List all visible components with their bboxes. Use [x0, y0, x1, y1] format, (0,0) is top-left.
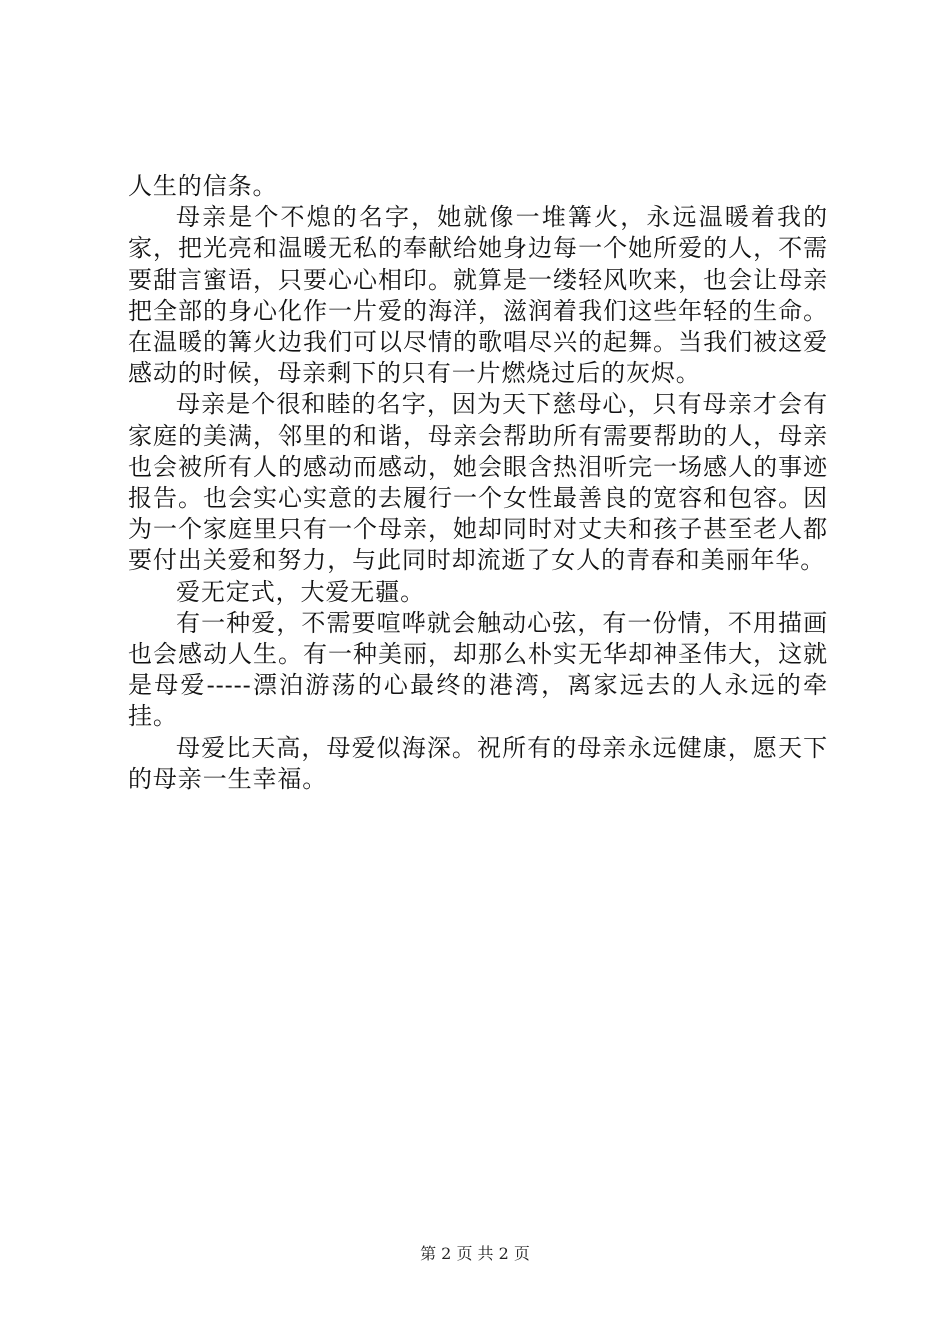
- paragraph-love-boundless: 爱无定式，大爱无疆。: [176, 577, 425, 606]
- paragraph-mother-harmony: 母亲是个很和睦的名字，因为天下慈母心，只有母亲才会有家庭的美满，邻里的和谐，母亲会帮助所有需要帮助的人，母亲也会被所有人的感动而感动，她会眼含热泪听完一场感人的事迹报告。也会实心实意的去履行一个女性最善良的宽容和包容。因为一个家庭里只有一个母亲，她却同时对丈夫和孩子甚至老人都要付出关爱和努力，与此同时却流逝了女人的青春和美丽年华。: [128, 390, 828, 575]
- paragraph-closing-wishes: 母爱比天高，母爱似海深。祝所有的母亲永远健康，愿天下的母亲一生幸福。: [128, 733, 828, 793]
- page-footer: [0, 1244, 950, 1264]
- paragraph-kind-of-love: 有一种爱，不需要喧哗就会触动心弦，有一份情，不用描画也会感动人生。有一种美丽，却那么朴实无华却神圣伟大，这就是母爱-----漂泊游荡的心最终的港湾，离家远去的人永远的牵挂。: [128, 608, 828, 731]
- document-body: [128, 171, 828, 795]
- paragraph-continuation: 人生的信条。: [128, 172, 278, 200]
- paragraph-mother-bonfire: 母亲是个不熄的名字，她就像一堆篝火，永远温暖着我的家，把光亮和温暖无私的奉献给她身边每一个她所爱的人，不需要甜言蜜语，只要心心相印。就算是一缕轻风吹来，也会让母亲把全部的身心化作一片爱的海洋，滋润着我们这些年轻的生命。在温暖的篝火边我们可以尽情的歌唱尽兴的起舞。当我们被这爱感动的时候，母亲剩下的只有一片燃烧过后的灰烬。: [128, 203, 828, 388]
- page-number-label: 第 2 页 共 2 页: [420, 1244, 530, 1263]
